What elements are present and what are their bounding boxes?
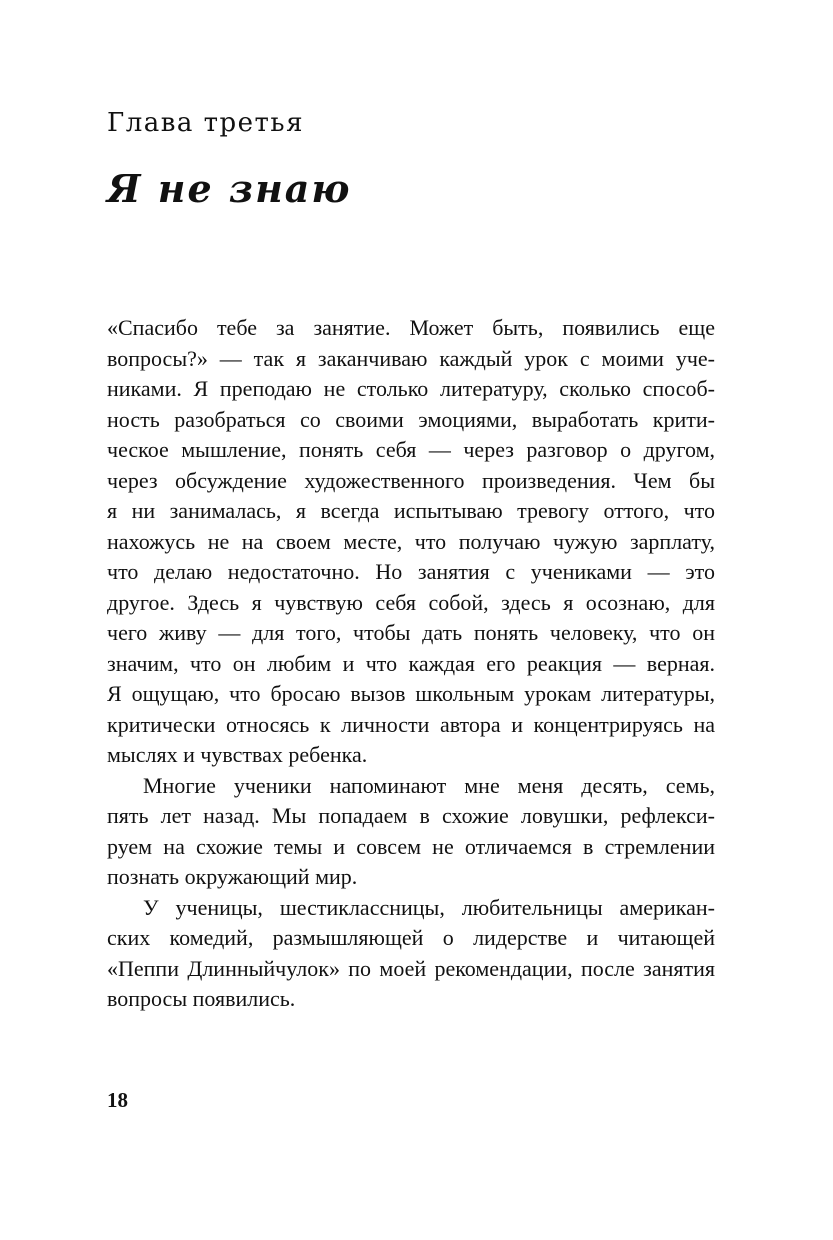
- text-line: вопросы появились.: [107, 986, 296, 1011]
- text-line: У ученицы, шестиклассницы, любительницы американ-: [143, 894, 715, 920]
- text-line: чего живу — для того, чтобы дать понять человеку, что он: [107, 620, 715, 645]
- text-line: познать окружающий мир.: [107, 864, 358, 889]
- text-line: вопросы?» — так я заканчиваю каждый урок с моими уче-: [107, 345, 715, 371]
- text-line: мыслях и чувствах ребенка.: [107, 742, 368, 767]
- text-line: Я ощущаю, что бросаю вызов школьным урокам литературы,: [107, 681, 715, 706]
- text-line: критически относясь к личности автора и концентрируясь на: [107, 711, 715, 737]
- text-line: ческое мышление, понять себя — через разговор о другом,: [107, 437, 715, 462]
- chapter-label: Глава третья: [107, 108, 304, 138]
- paragraph: [107, 893, 715, 1015]
- text-line: что делаю недостаточно. Но занятия с учениками — это: [107, 559, 715, 584]
- body-text: [107, 313, 715, 1015]
- text-line: нахожусь не на своем месте, что получаю чужую зарплату,: [107, 528, 715, 554]
- text-line: через обсуждение художественного произведения. Чем бы: [107, 467, 715, 493]
- text-line: пять лет назад. Мы попадаем в схожие ловушки, рефлекси-: [107, 803, 715, 828]
- text-line: ность разобраться со своими эмоциями, выработать крити-: [107, 406, 715, 432]
- text-line: ских комедий, размышляющей о лидерстве и читающей: [107, 925, 715, 950]
- text-line: я ни занималась, я всегда испытываю тревогу оттого, что: [107, 498, 715, 523]
- paragraph: [107, 771, 715, 893]
- text-line: никами. Я преподаю не столько литературу, сколько способ-: [107, 376, 715, 401]
- text-line: «Спасибо тебе за занятие. Может быть, появились еще: [107, 315, 715, 340]
- text-line: Многие ученики напоминают мне меня десять, семь,: [143, 772, 715, 798]
- paragraph: [107, 313, 715, 771]
- text-line: «Пеппи Длинныйчулок» по моей рекомендации, после занятия: [107, 955, 715, 981]
- text-line: руем на схожие темы и совсем не отличаемся в стремлении: [107, 833, 715, 859]
- text-line: другое. Здесь я чувствую себя собой, здесь я осознаю, для: [107, 589, 715, 615]
- page-number: 18: [107, 1088, 128, 1112]
- text-line: значим, что он любим и что каждая его реакция — верная.: [107, 650, 715, 676]
- chapter-title: Я не знаю: [107, 166, 352, 211]
